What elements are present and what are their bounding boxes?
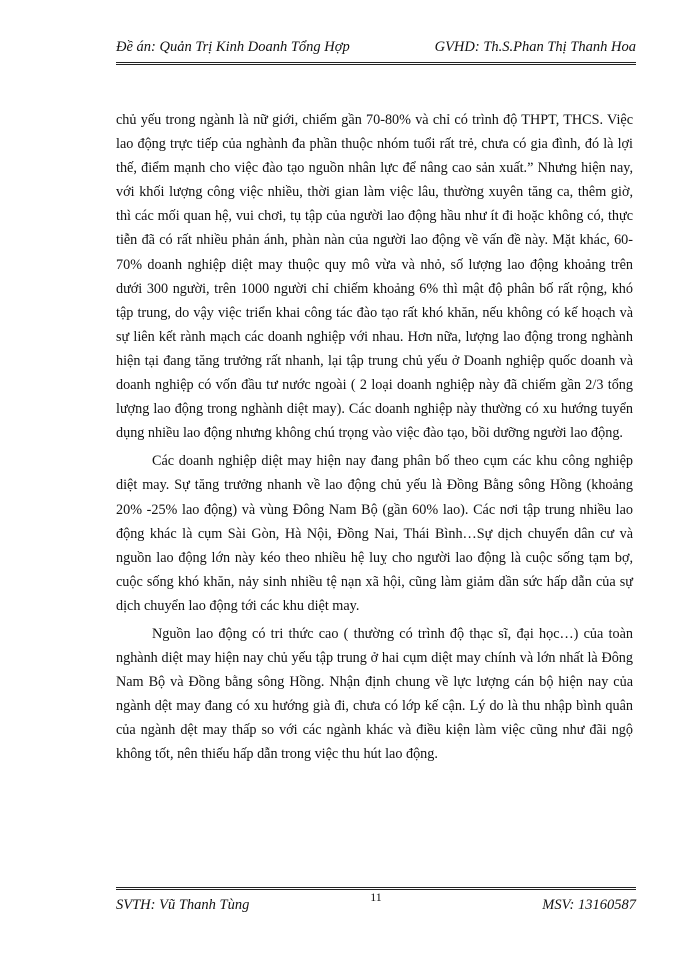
paragraph: Nguồn lao động có tri thức cao ( thường có trình độ thạc sĩ, đại học…) của toàn nghành diệt may hiện nay chủ yếu tập trung ở hai cụm diệt may chính và lớn nhất là Đông Nam Bộ và Đồng bằng sông Hồng. Nhận định chung về lực lượng cán bộ hiện nay của ngành dệt may đang có xu hướng già đi, chưa có lớp kế cận. Lý do là thu nhập bình quân của ngành dệt may thấp so với các ngành khác và điều kiện làm việc cũng như đãi ngộ không tốt, nên thiếu hấp dẫn trong việc thu hút lao động. [116,625,633,763]
header-supervisor: GVHD: Th.S.Phan Thị Thanh Hoa [434,39,636,55]
page-header [116,36,636,65]
paragraph: Các doanh nghiệp diệt may hiện nay đang phân bố theo cụm các khu công nghiệp diệt may. Sự tăng trưởng nhanh về lao động chủ yếu là Đồng Bằng sông Hồng (khoảng 20% -25% lao động) và vùng Đông Nam Bộ (gần 60% lao). Các nơi tập trung nhiều lao động khác là cụm Sài Gòn, Hà Nội, Đồng Nai, Thái Bình…Sự dịch chuyển dân cư và nguồn lao động lớn này kéo theo nhiều hệ luỵ cho người lao động là cuộc sống tạm bợ, cuộc sống khó khăn, nảy sinh nhiều tệ nạn xã hội, cũng làm giảm dần sức hấp dẫn của sự dịch chuyển lao động tới các khu diệt may. [116,453,633,614]
body-text [116,108,633,767]
footer-student-id: MSV: 13160587 [542,897,636,913]
header-project-title: Đề án: Quản Trị Kinh Doanh Tổng Hợp [116,39,350,55]
paragraph: chủ yếu trong ngành là nữ giới, chiếm gần 70-80% và chỉ có trình độ THPT, THCS. Việc lao động trực tiếp của nghành đa phần thuộc nhóm tuổi rất trẻ, chưa có gia đình, đó là lợi thế, điểm mạnh cho việc đào tạo nguồn nhân lực để nâng cao sản xuất.” Nhưng hiện nay, với khối lượng công việc nhiều, thời gian làm việc lâu, thường xuyên tăng ca, thêm giờ, thì các mối quan hệ, vui chơi, tụ tập của người lao động hầu như ít đi hoặc không có, thực tiễn đã có rất nhiều phản ánh, phàn nàn của người lao động về vấn đề này. Mặt khác, 60-70% doanh nghiệp diệt may thuộc quy mô vừa và nhỏ, số lượng lao động khoảng trên dưới 300 người, trên 1000 người chỉ chiếm khoảng 6% thì mật độ phân bố rất rộng, khó tập trung, do vậy việc triển khai công tác đào tạo rất khó khăn, nếu không có kế hoạch và sự liên kết rành mạch các doanh nghiệp với nhau. Hơn nữa, lượng lao động trong nghành hiện tại đang tăng trưởng rất nhanh, lại tập trung chủ yếu ở Doanh nghiệp quốc doanh và doanh nghiệp có vốn đầu tư nước ngoài ( 2 loại doanh nghiệp này đã chiếm gần 2/3 tổng lượng lao động trong nghành diệt may). Các doanh nghiệp này thường có xu hướng tuyển dụng nhiều lao động nhưng không chú trọng vào việc đào tạo, bồi dưỡng người lao động. [116,112,633,442]
page-footer [116,887,636,930]
page-number: 11 [370,890,382,904]
footer-student-name: SVTH: Vũ Thanh Tùng [116,897,250,913]
